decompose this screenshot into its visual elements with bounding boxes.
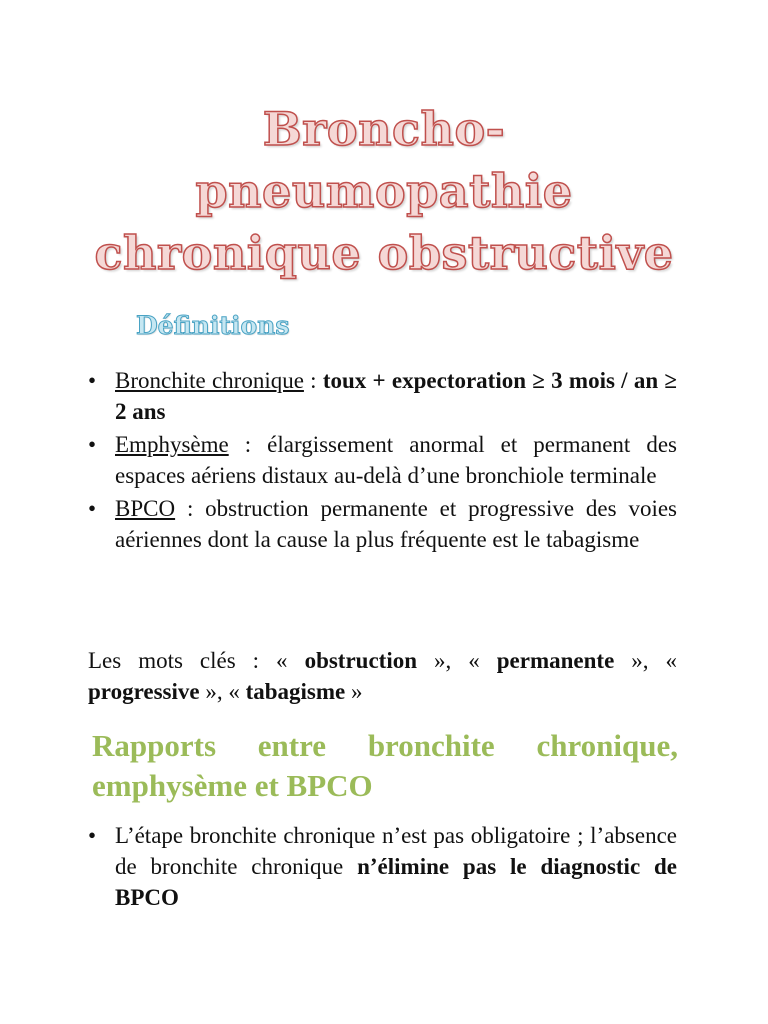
rapports-bold-text: n’élimine pas le diagnostic de BPCO <box>115 854 678 910</box>
definition-separator: : <box>175 496 206 521</box>
rapports-item <box>88 820 677 913</box>
definition-term: Emphysème <box>115 432 229 457</box>
definition-separator: : <box>303 368 323 393</box>
keywords-separator: », « <box>614 648 678 673</box>
keyword-tabagisme: tabagisme <box>245 679 346 704</box>
keywords-end: » <box>345 679 363 704</box>
definitions-list <box>88 365 677 555</box>
bullet-icon: • <box>88 432 97 457</box>
rapports-text: L’étape bronchite chronique n’est pas obligatoire ; l’absence de bronchite chronique <box>115 823 677 879</box>
rapports-heading: Rapports entre bronchite chronique, emphysème et BPCO <box>92 728 678 803</box>
keywords-lead: Les mots clés : « <box>88 648 305 673</box>
definition-item-bronchite <box>88 365 677 427</box>
bullet-icon: • <box>88 368 97 393</box>
title-line-3: chronique obstructive <box>94 226 674 280</box>
keywords-separator: », « <box>417 648 497 673</box>
page-title <box>40 98 728 284</box>
rapports-list <box>88 820 677 913</box>
bullet-icon: • <box>88 496 97 521</box>
definitions-heading: Définitions <box>136 311 290 340</box>
keyword-progressive: progressive <box>88 679 200 704</box>
bullet-icon: • <box>88 823 97 848</box>
definition-text: obstruction permanente et progressive des voies aériennes dont la cause la plus fréquente est le tabagisme <box>115 496 677 552</box>
keyword-obstruction: obstruction <box>304 648 418 673</box>
title-line-2: pneumopathie <box>195 164 573 218</box>
definition-item-emphyseme <box>88 429 677 491</box>
definition-separator: : <box>228 432 268 457</box>
keywords-separator: », « <box>199 679 246 704</box>
definition-text: élargissement anormal et permanent des espaces aériens distaux au-delà d’une bronchiole terminale <box>115 432 677 488</box>
definition-term: Bronchite chronique <box>115 368 304 393</box>
definition-bold-text: toux + expectoration ≥ 3 mois / an ≥ 2 ans <box>115 368 677 424</box>
definition-term: BPCO <box>115 496 176 521</box>
definition-item-bpco <box>88 493 677 555</box>
keyword-permanente: permanente <box>496 648 615 673</box>
keywords-paragraph <box>88 645 677 707</box>
title-line-1: Broncho- <box>262 102 506 156</box>
